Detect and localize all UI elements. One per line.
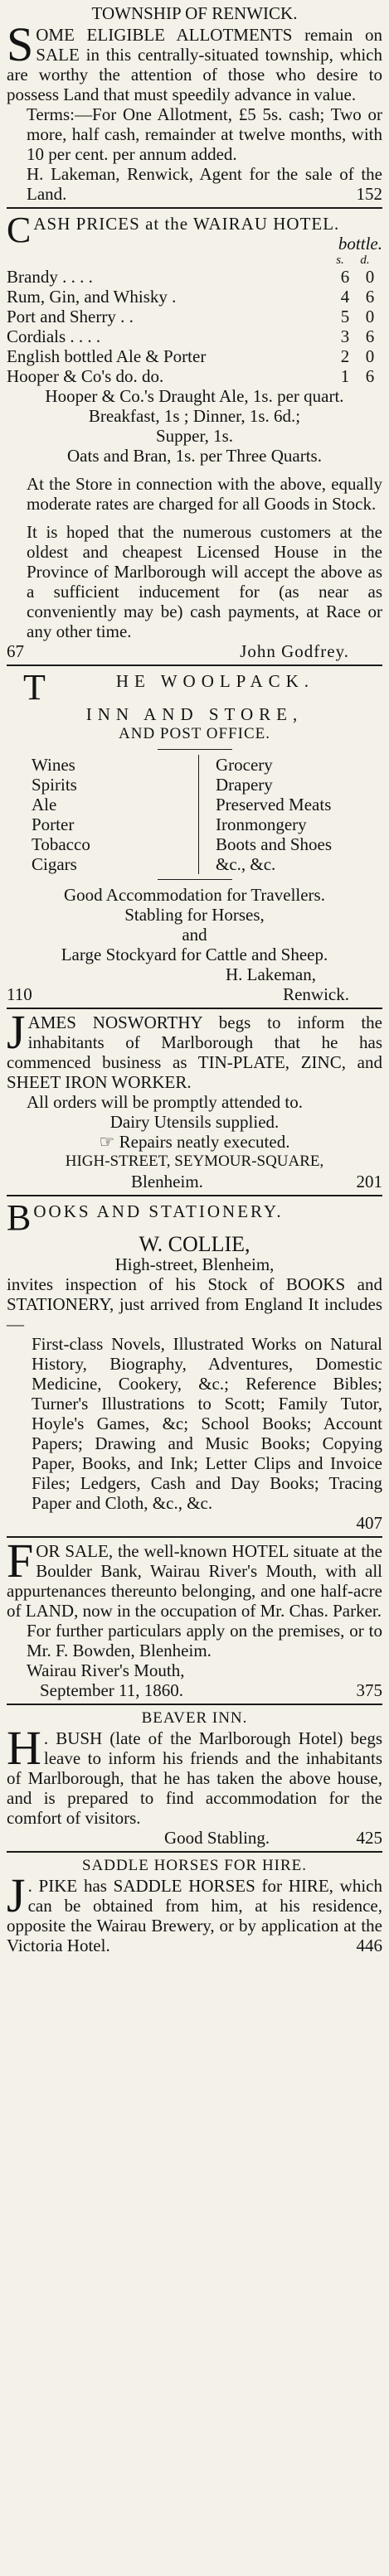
- date-row: [7, 1680, 382, 1700]
- ad-heading: TOWNSHIP OF RENWICK.: [91, 3, 298, 23]
- goods-item: Tobacco: [32, 834, 90, 854]
- ad-text: . PIKE has SADDLE HORSES for HIRE, which can be obtained from him, at his residence, opposite the Wairau Brewery, or by application at the Victoria Hotel.: [7, 1876, 382, 1955]
- ad-body: [7, 1721, 382, 1828]
- price-row: [7, 307, 382, 326]
- column-rule: [7, 1008, 382, 1009]
- stabling: Stabling for Horses,: [124, 905, 265, 925]
- price-pence: 6: [365, 287, 375, 307]
- goods-item: Porter: [32, 814, 75, 834]
- price-shillings: 2: [340, 346, 350, 366]
- price-row: [7, 267, 382, 287]
- price-row: [7, 287, 382, 307]
- ad-number: 375: [356, 1680, 382, 1700]
- ad-title-text: OOKS AND STATIONERY.: [33, 1201, 284, 1221]
- proprietor: W. COLLIE,: [139, 1232, 250, 1256]
- street: High-street, Blenheim,: [114, 1254, 275, 1274]
- book-list: First-class Novels, Illustrated Works on Natural History, Biography, Adventures, Domestic Medicine, Cookery, &c.; Reference Bibles; Turner's Illustrations to Scott; Family Tutor, Hoyle's Games, &c; School Books; Account Papers; Drawing and Music Books; Copying Paper, Books, and Ink; Letter Clips and Invoice Files; Ledgers, Cash and Day Books; Tracing Paper and Cloth, &c., &c.: [32, 1334, 382, 1513]
- place: Blenheim.: [131, 1172, 203, 1191]
- hope-line: It is hoped that the numerous customers at the oldest and cheapest Licensed House in the Province of Marlborough will accept the above as a sufficient inducement for (as near as conveniently may be) cash payments, at Race or any other time.: [27, 522, 382, 641]
- price-item-name: Port and Sherry . .: [7, 307, 134, 326]
- price-pence: 0: [365, 307, 375, 326]
- price-pence: 6: [365, 366, 375, 386]
- signature: John Godfrey.: [240, 641, 349, 661]
- draught-line: Hooper & Co.'s Draught Ale, 1s. per quart.: [45, 386, 344, 406]
- stabling: Good Stabling.: [164, 1828, 270, 1848]
- ad-number: 425: [356, 1828, 382, 1848]
- ad-subtitle: INN AND STORE,: [85, 704, 304, 724]
- repairs-line: ☞ Repairs neatly executed.: [99, 1132, 290, 1152]
- column-rule: [7, 1704, 382, 1705]
- drop-capital: B: [7, 1197, 32, 1238]
- ad-title: [7, 1197, 382, 1238]
- meals-line: Breakfast, 1s ; Dinner, 1s. 6d.;: [88, 406, 301, 426]
- ad-text: invites inspection of his Stock of BOOKS and STATIONERY, just arrived from England It includes—: [7, 1274, 382, 1334]
- price-shillings: 1: [340, 366, 350, 386]
- goods-item: Ale: [32, 795, 57, 814]
- proprietor: H. Lakeman,: [225, 964, 316, 984]
- stockyard: Large Stockyard for Cattle and Sheep.: [61, 945, 328, 964]
- ad-number: 152: [356, 184, 382, 204]
- signature-row: [7, 641, 382, 661]
- price-row: [7, 366, 382, 386]
- price-shillings: 4: [340, 287, 350, 307]
- goods-left: [7, 755, 198, 874]
- pence-label: d.: [360, 254, 370, 267]
- column-rule: [7, 1851, 382, 1853]
- column-rule: [7, 665, 382, 666]
- price-row: [7, 326, 382, 346]
- goods-right: [198, 755, 382, 874]
- drop-capital: F: [7, 1534, 34, 1588]
- ad-terms: Terms:—For One Allotment, £5 5s. cash; Two or more, half cash, remainder at twelve months, with 10 per cent. per annum added.: [27, 104, 382, 164]
- goods-columns: [7, 755, 382, 874]
- ad-text: OR SALE, the well-known HOTEL situate at the Boulder Bank, Wairau River's Mouth, with all appurtenances thereunto belonging, and one half-acre of LAND, now in the occupation of Mr. Chas. Parker.: [7, 1541, 382, 1621]
- goods-item: Wines: [32, 755, 75, 775]
- goods-item: Spirits: [32, 775, 77, 795]
- ad-title-text: HE WOOLPACK.: [115, 671, 315, 691]
- goods-item: Preserved Meats: [216, 795, 332, 814]
- place-line: Wairau River's Mouth,: [27, 1660, 185, 1680]
- newspaper-column: [0, 3, 389, 1955]
- ad-agent: [7, 164, 382, 204]
- ad-title-text: ASH PRICES at the WAIRAU HOTEL.: [33, 214, 340, 234]
- drop-capital: H: [7, 1721, 41, 1775]
- ad-heading: BEAVER INN.: [141, 1709, 248, 1727]
- ad-for-sale-hotel: [7, 1534, 382, 1700]
- ad-beaver-inn: [7, 1708, 382, 1848]
- goods-item: Drapery: [216, 775, 273, 795]
- ad-number: 201: [356, 1172, 382, 1191]
- ad-body: [7, 1534, 382, 1621]
- price-row: [7, 346, 382, 366]
- ad-text: OME ELIGIBLE ALLOTMENTS remain on SALE in this centrally-situated township, which are worthy the attention of those who desire to possess Land that must speedily advance in value.: [7, 25, 382, 104]
- ad-number: 407: [356, 1513, 382, 1533]
- price-shillings: 6: [340, 267, 350, 287]
- store-line: At the Store in connection with the above, equally moderate rates are charged for all Goods in Stock.: [27, 474, 382, 514]
- price-pence: 0: [365, 267, 375, 287]
- price-item-name: English bottled Ale & Porter: [7, 346, 207, 366]
- further-line: For further particulars apply on the premises, or to Mr. F. Bowden, Blenheim.: [27, 1621, 382, 1660]
- oats-line: Oats and Bran, 1s. per Three Quarts.: [67, 446, 322, 466]
- short-rule: [158, 879, 232, 880]
- ad-title: [7, 667, 382, 708]
- ad-wairau-hotel: [7, 210, 382, 661]
- place: Renwick.: [283, 984, 349, 1004]
- goods-item: Boots and Shoes: [216, 834, 333, 854]
- shillings-label: s.: [336, 254, 344, 267]
- dairy-line: Dairy Utensils supplied.: [109, 1112, 280, 1132]
- ad-subtitle-2: AND POST OFFICE.: [119, 725, 270, 742]
- supper-line: Supper, 1s.: [155, 426, 234, 446]
- price-shillings: 3: [340, 326, 350, 346]
- ad-woolpack: [7, 667, 382, 1004]
- price-item-name: Brandy . . . .: [7, 267, 93, 287]
- ad-nosworthy: [7, 1005, 382, 1191]
- and-line: and: [182, 925, 207, 945]
- ad-saddle-horses: [7, 1856, 382, 1955]
- column-rule: [7, 207, 382, 209]
- price-item-name: Rum, Gin, and Whisky .: [7, 287, 177, 307]
- drop-capital: J: [7, 1005, 26, 1059]
- ad-township-of-renwick: [7, 3, 382, 204]
- agent-text: H. Lakeman, Renwick, Agent for the sale of the Land.: [27, 164, 382, 204]
- ad-title: [7, 210, 382, 254]
- ad-text: AMES NOSWORTHY begs to inform the inhabitants of Marlborough that he has commenced business as TIN-PLATE, ZINC, and SHEET IRON WORKER.: [7, 1013, 382, 1092]
- drop-capital: J: [7, 1868, 26, 1922]
- ad-books-stationery: [7, 1197, 382, 1533]
- goods-item: &c., &c.: [216, 854, 276, 874]
- drop-capital: T: [23, 667, 46, 708]
- ad-body: [7, 17, 382, 104]
- ad-number: 67: [7, 641, 24, 661]
- accommodation: Good Accommodation for Travellers.: [64, 885, 325, 905]
- goods-item: Ironmongery: [216, 814, 307, 834]
- ad-heading: SADDLE HORSES FOR HIRE.: [81, 1857, 308, 1874]
- ad-number: 110: [7, 984, 32, 1004]
- goods-item: Grocery: [216, 755, 273, 775]
- signature-row: [7, 984, 382, 1004]
- price-head: [7, 254, 382, 267]
- address-line: HIGH-STREET, SEYMOUR-SQUARE,: [65, 1153, 324, 1170]
- price-pence: 6: [365, 326, 375, 346]
- short-rule: [158, 749, 232, 750]
- goods-item: Cigars: [32, 854, 77, 874]
- column-rule: [7, 1536, 382, 1538]
- stabling-row: [7, 1828, 382, 1848]
- date: September 11, 1860.: [40, 1680, 184, 1700]
- signature-row: [7, 1172, 382, 1191]
- ad-number: 446: [356, 1936, 382, 1955]
- price-shillings: 5: [340, 307, 350, 326]
- ad-body: [7, 1005, 382, 1092]
- drop-capital: C: [7, 210, 32, 250]
- price-item-name: Hooper & Co's do. do.: [7, 366, 164, 386]
- price-item-name: Cordials . . . .: [7, 326, 101, 346]
- price-pence: 0: [365, 346, 375, 366]
- bottle-label: bottle.: [338, 234, 382, 254]
- price-list: [7, 267, 382, 386]
- orders-line: All orders will be promptly attended to.: [27, 1092, 304, 1112]
- drop-capital: S: [7, 17, 34, 71]
- ad-text: . BUSH (late of the Marlborough Hotel) begs leave to inform his friends and the inhabitants of Marlborough, that he has taken the above house, and is prepared to find accommodation for the comfort of visitors.: [7, 1728, 382, 1828]
- column-rule: [7, 1195, 382, 1196]
